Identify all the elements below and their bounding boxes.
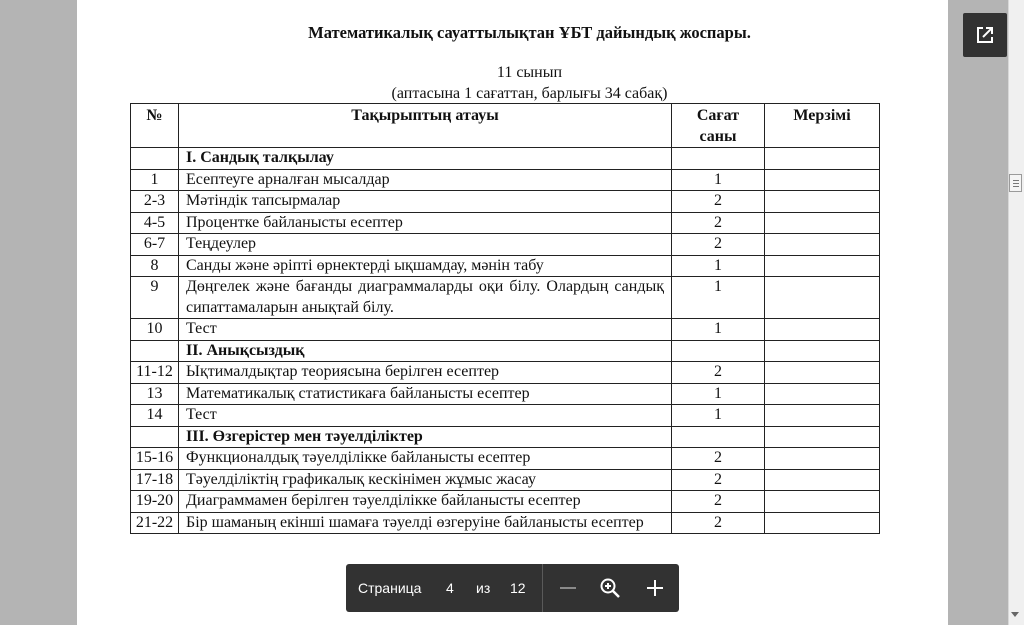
row-topic: Теңдеулер <box>179 234 672 256</box>
open-external-button[interactable] <box>963 13 1007 57</box>
row-date <box>765 340 880 362</box>
pdf-page <box>77 0 948 625</box>
table-row <box>131 319 880 341</box>
row-date <box>765 491 880 513</box>
document-title: Математикалық сауаттылықтан ҰБТ дайындық жоспары. <box>308 23 751 42</box>
row-topic: Санды және әріпті өрнектерді ықшамдау, мәнін табу <box>179 255 672 277</box>
row-number: 4-5 <box>131 212 179 234</box>
row-topic: Ықтималдықтар теориясына берілген есептер <box>179 362 672 384</box>
table-row <box>131 277 880 319</box>
header-hours: Сағат саны <box>672 104 765 148</box>
plan-table <box>130 103 880 534</box>
scroll-down-arrow-icon[interactable] <box>1011 612 1019 617</box>
row-number: 19-20 <box>131 491 179 513</box>
table-row <box>131 255 880 277</box>
row-hours <box>672 148 765 170</box>
header-date: Мерзімі <box>765 104 880 148</box>
row-hours: 1 <box>672 169 765 191</box>
zoom-in-button[interactable] <box>639 572 671 604</box>
row-topic: Мәтіндік тапсырмалар <box>179 191 672 213</box>
row-date <box>765 212 880 234</box>
row-number: 11-12 <box>131 362 179 384</box>
row-date <box>765 426 880 448</box>
row-date <box>765 469 880 491</box>
row-hours <box>672 340 765 362</box>
zoom-fit-button[interactable] <box>594 572 626 604</box>
pdf-toolbar <box>346 564 679 612</box>
table-row <box>131 234 880 256</box>
row-date <box>765 277 880 319</box>
table-row <box>131 491 880 513</box>
row-topic: Бір шаманың екінші шамаға тәуелді өзгеруіне байланысты есептер <box>179 512 672 534</box>
table-row <box>131 469 880 491</box>
row-topic: Тәуелділіктің графикалық кескінімен жұмыс жасау <box>179 469 672 491</box>
vertical-scrollbar[interactable] <box>1008 0 1024 625</box>
row-hours: 2 <box>672 448 765 470</box>
row-topic: Процентке байланысты есептер <box>179 212 672 234</box>
row-number: 13 <box>131 383 179 405</box>
total-pages: 12 <box>510 580 526 596</box>
table-row <box>131 212 880 234</box>
zoom-fit-icon <box>594 572 626 604</box>
row-topic: Тест <box>179 319 672 341</box>
row-hours: 2 <box>672 362 765 384</box>
table-header-row <box>131 104 880 148</box>
table-row <box>131 405 880 427</box>
row-number: 6-7 <box>131 234 179 256</box>
row-number: 10 <box>131 319 179 341</box>
row-date <box>765 512 880 534</box>
section-title: I. Сандық талқылау <box>179 148 672 170</box>
row-topic: Есептеуге арналған мысалдар <box>179 169 672 191</box>
section-row <box>131 148 880 170</box>
row-date <box>765 448 880 470</box>
zoom-out-button[interactable] <box>552 572 584 604</box>
row-number <box>131 426 179 448</box>
row-date <box>765 405 880 427</box>
table-row <box>131 448 880 470</box>
scrollbar-thumb[interactable] <box>1009 174 1022 192</box>
row-date <box>765 191 880 213</box>
row-date <box>765 319 880 341</box>
zoom-in-icon <box>639 572 671 604</box>
row-date <box>765 383 880 405</box>
header-topic: Тақырыптың атауы <box>179 104 672 148</box>
toolbar-divider <box>542 564 543 612</box>
row-hours: 2 <box>672 469 765 491</box>
row-date <box>765 148 880 170</box>
row-hours: 1 <box>672 405 765 427</box>
row-number: 15-16 <box>131 448 179 470</box>
row-number <box>131 148 179 170</box>
row-hours: 1 <box>672 383 765 405</box>
row-topic: Диаграммамен берілген тәуелділікке байланысты есептер <box>179 491 672 513</box>
row-number <box>131 340 179 362</box>
row-number: 2-3 <box>131 191 179 213</box>
row-date <box>765 234 880 256</box>
row-date <box>765 362 880 384</box>
row-number: 9 <box>131 277 179 319</box>
row-number: 1 <box>131 169 179 191</box>
row-hours: 1 <box>672 255 765 277</box>
section-title: III. Өзгерістер мен тәуелділіктер <box>179 426 672 448</box>
of-label: из <box>476 580 491 596</box>
row-topic: Дөңгелек және бағанды диаграммаларды оқи білу. Олардың сандық сипаттамаларын анықтай білу. <box>179 277 672 319</box>
row-hours: 2 <box>672 234 765 256</box>
row-topic: Математикалық статистикаға байланысты есептер <box>179 383 672 405</box>
row-date <box>765 255 880 277</box>
section-row <box>131 340 880 362</box>
zoom-out-icon <box>552 572 584 604</box>
row-number: 14 <box>131 405 179 427</box>
row-topic: Функционалдық тәуелділікке байланысты есептер <box>179 448 672 470</box>
row-hours: 2 <box>672 512 765 534</box>
table-row <box>131 512 880 534</box>
section-title: II. Анықсыздық <box>179 340 672 362</box>
table-row <box>131 169 880 191</box>
open-in-new-icon <box>963 13 1007 57</box>
table-row <box>131 191 880 213</box>
plan-table-body <box>131 148 880 534</box>
header-number: № <box>131 104 179 148</box>
schedule-label: (аптасына 1 сағаттан, барлығы 34 сабақ) <box>391 85 668 102</box>
current-page[interactable]: 4 <box>446 580 454 596</box>
section-row <box>131 426 880 448</box>
page-label: Страница <box>358 580 422 596</box>
row-hours: 1 <box>672 277 765 319</box>
grade-label: 11 сынып <box>496 64 563 81</box>
row-hours: 1 <box>672 319 765 341</box>
row-number: 17-18 <box>131 469 179 491</box>
row-number: 8 <box>131 255 179 277</box>
row-hours: 2 <box>672 491 765 513</box>
table-row <box>131 362 880 384</box>
row-hours: 2 <box>672 191 765 213</box>
table-row <box>131 383 880 405</box>
row-topic: Тест <box>179 405 672 427</box>
row-hours <box>672 426 765 448</box>
row-hours: 2 <box>672 212 765 234</box>
row-date <box>765 169 880 191</box>
row-number: 21-22 <box>131 512 179 534</box>
